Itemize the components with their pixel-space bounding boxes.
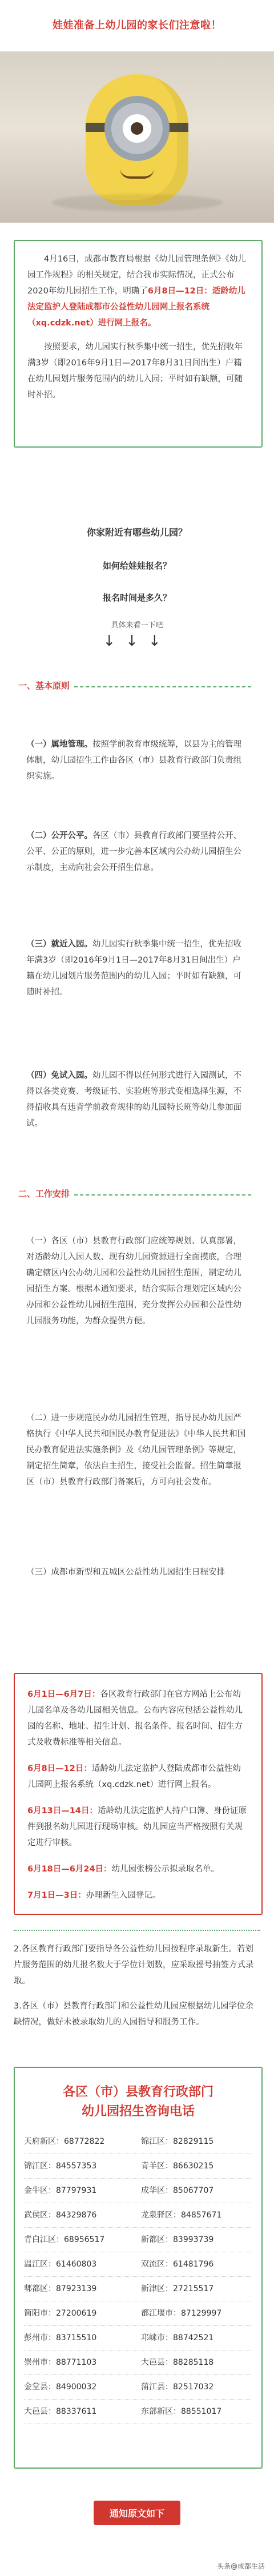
phone-number[interactable]: 88551017 <box>181 2407 222 2416</box>
phone-number[interactable]: 68772822 <box>64 2137 105 2146</box>
phone-row: 彭州市：83715510 邛崃市：88742521 <box>24 2326 252 2350</box>
principle-3: （三）就近入园。幼儿园实行秋季集中统一招生，优先招收年满3岁（即2016年9月1日—2017年8月31日间出生）户籍在幼儿园划片服务范围内的幼儿入园；平时如有缺额，可随时补招。 <box>26 940 241 997</box>
section-2-label: 二、工作安排 <box>18 1189 70 1199</box>
phone-row: 青白江区：68956517 新都区：83993739 <box>24 2228 252 2252</box>
minion-illustration <box>86 74 188 206</box>
arrangement-1: （一）各区（市）县教育行政部门应统筹规划、认真部署，对适龄幼儿入园人数、现有幼儿园资源进行全面摸底，合理确定辖区内公办幼儿园和公益性幼儿园招生范围，制定幼儿园招生方案。根据本通知要求，结合实际合理划定区域内公办园和公益性幼儿园招生范围，充分发挥公办园和公益性幼儿园服务功能，为群众提供方便。 <box>26 1237 241 1326</box>
section-1-label: 一、基本原则 <box>18 681 70 691</box>
phone-number[interactable]: 27200619 <box>56 2309 97 2318</box>
phone-row: 郫都区：87923139 新津区：27215517 <box>24 2277 252 2301</box>
phone-row: 大邑县：88337611 东部新区：88551017 <box>24 2400 252 2424</box>
down-arrows-icon: ↓↓↓ <box>103 633 171 650</box>
phone-row: 崇州市：88771103 大邑县：88285118 <box>24 2350 252 2375</box>
intro-box <box>14 240 263 448</box>
mouth <box>120 168 154 179</box>
schedule-box <box>14 1673 263 1915</box>
schedule-item-4: 6月18日—6月24日：幼儿园张榜公示拟录取名单。 <box>27 1865 220 1874</box>
phone-row: 金牛区：87797931 成华区：85067707 <box>24 2179 252 2203</box>
section-2-divider <box>74 1194 251 1196</box>
phone-number[interactable]: 88742521 <box>173 2333 214 2342</box>
schedule-item-3: 6月13日—14日：适龄幼儿法定监护人持户口簿、身份证原件到报名幼儿园进行现场审核。幼儿园应当严格按照有关规定进行审核。 <box>27 1806 247 1848</box>
qa-title: 你家附近有哪些幼儿园？ <box>86 527 187 538</box>
phone-number[interactable]: 87129997 <box>181 2309 222 2318</box>
phone-row: 温江区：61460803 双流区：61481796 <box>24 2252 252 2277</box>
phone-number[interactable]: 88771103 <box>56 2358 97 2367</box>
qa-hint: 具体来看一下吧 <box>111 621 163 630</box>
phone-row: 锦江区：84557353 青羊区：86630215 <box>24 2154 252 2179</box>
hero-image <box>0 51 274 223</box>
phone-row: 武侯区：84329876 龙泉驿区：84857671 <box>24 2203 252 2228</box>
eye <box>123 114 151 143</box>
goggle <box>111 103 163 154</box>
phone-row: 简阳市：27200619 都江堰市：87129997 <box>24 2301 252 2326</box>
phone-number[interactable]: 83715510 <box>56 2333 97 2342</box>
phone-number[interactable]: 84557353 <box>56 2162 97 2171</box>
section-1-divider <box>74 686 251 687</box>
dotted-divider <box>14 1930 260 1931</box>
phone-number[interactable]: 61460803 <box>56 2260 97 2269</box>
note-2: 3.各区（市）县教育行政部门和公益性幼儿园应根据幼儿园学位余缺情况，做好未被录取幼儿的入园指导和服务工作。 <box>14 2002 253 2027</box>
principle-4: （四）免试入园。幼儿园不得以任何形式进行入园测试，不得以各类竞赛、考级证书、实验班等形式变相选择生源，不得招收具有违背学前教育规律的幼儿园特长班等幼儿参加面试。 <box>26 1071 241 1128</box>
notice-tag: 通知原文如下 <box>0 2501 274 2525</box>
phone-number[interactable]: 88285118 <box>173 2358 214 2367</box>
qa-question-1: 如何给娃娃报名？ <box>102 561 171 571</box>
schedule-item-1: 6月1日—6月7日：各区教育行政部门在官方网站上公布幼儿园名单及各幼儿园相关信息。公布内容应包括公益性幼儿园的名称、地址、招生计划、报名条件、报名时间、招生方式及收费标准等相关信息。 <box>27 1690 243 1747</box>
phone-row: 天府新区：68772822 锦江区：82829115 <box>24 2130 252 2154</box>
hero-shadow <box>51 194 223 211</box>
phone-number[interactable]: 85067707 <box>173 2186 214 2195</box>
phone-number[interactable]: 83993739 <box>173 2235 214 2244</box>
schedule-item-2: 6月8日—12日：适龄幼儿法定监护人登陆成都市公益性幼儿园网上报名系统（xq.cdzk.net）进行网上报名。 <box>27 1764 241 1789</box>
phone-number[interactable]: 27215517 <box>173 2284 214 2293</box>
intro-paragraph-2: 按照要求，幼儿园实行秋季集中统一招生，优先招收年满3岁（即2016年9月1日—2017年8月31日间出生）户籍在幼儿园划片服务范围内的幼儿入园；平时如有缺额，可随时补招。 <box>27 343 243 400</box>
phone-panel-title: 各区（市）县教育行政部门 幼儿园招生咨询电话 <box>62 2085 213 2119</box>
intro-paragraph-1 <box>27 251 249 331</box>
intro-text: 4月16日，成都市教育局根据《幼儿园管理条例》《幼儿园工作规程》的相关规定，结合我市实际情况，正式公布2020年幼儿园招生工作，明确了 <box>27 255 246 296</box>
phone-number[interactable]: 87797931 <box>56 2186 97 2195</box>
intro-headline: 娃娃准备上幼儿园的家长们注意啦！ <box>53 19 221 31</box>
arrangement-3: （三）成都市新型和五城区公益性幼儿园招生日程安排 <box>26 1568 225 1577</box>
registration-highlight[interactable]: 6月8日—12日：适龄幼儿法定监护人登陆成都市公益性幼儿园网上报名系统（xq.cdzk.net）进行网上报名。 <box>27 287 245 328</box>
phone-number[interactable]: 84857671 <box>181 2211 222 2220</box>
pupil <box>131 122 143 135</box>
phone-number[interactable]: 82829115 <box>173 2137 214 2146</box>
arrangement-2: （二）进一步规范民办幼儿园招生管理，指导民办幼儿园严格执行《中华人民共和国民办教育促进法》《中华人民共和国民办教育促进法实施条例》及《幼儿园管理条例》等规定，制定招生简章，依法自主招生，接受社会监督。招生简章报区（市）县教育行政部门备案后，方可向社会发布。 <box>26 1414 246 1487</box>
phone-number[interactable]: 87923139 <box>56 2284 97 2293</box>
phone-number[interactable]: 86630215 <box>173 2162 214 2171</box>
phone-number[interactable]: 82517032 <box>173 2382 214 2392</box>
phone-row: 金堂县：84900032 蒲江县：82517032 <box>24 2375 252 2400</box>
note-1: 2.各区教育行政部门要指导各公益性幼儿园按程序录取新生。若划片服务范围的幼儿报名数大于学位计划数，应采取摇号抽签方式录取。 <box>14 1945 254 1986</box>
schedule-item-5: 7月1日—3日：办理新生入园登记。 <box>27 1891 161 1900</box>
phone-number[interactable]: 88337611 <box>56 2407 97 2416</box>
phone-grid <box>24 2130 252 2424</box>
qa-question-2: 报名时间是多久？ <box>102 593 171 603</box>
phone-number[interactable]: 68956517 <box>64 2235 105 2244</box>
watermark: 头条@成都生活 <box>216 2562 265 2570</box>
principle-1: （一）属地管理。按照学前教育市级统筹，以县为主的管理体制，幼儿园招生工作由各区（市）县教育行政部门负责组织实施。 <box>26 740 241 781</box>
phone-number[interactable]: 84329876 <box>56 2211 97 2220</box>
phone-number[interactable]: 84900032 <box>56 2382 97 2392</box>
principle-2: （二）公开公平。各区（市）县教育行政部门要坚持公开、公平、公正的原则，进一步完善本区域内公办幼儿园招生公示制度，主动向社会公开招生信息。 <box>26 831 241 872</box>
phone-number[interactable]: 61481796 <box>173 2260 214 2269</box>
